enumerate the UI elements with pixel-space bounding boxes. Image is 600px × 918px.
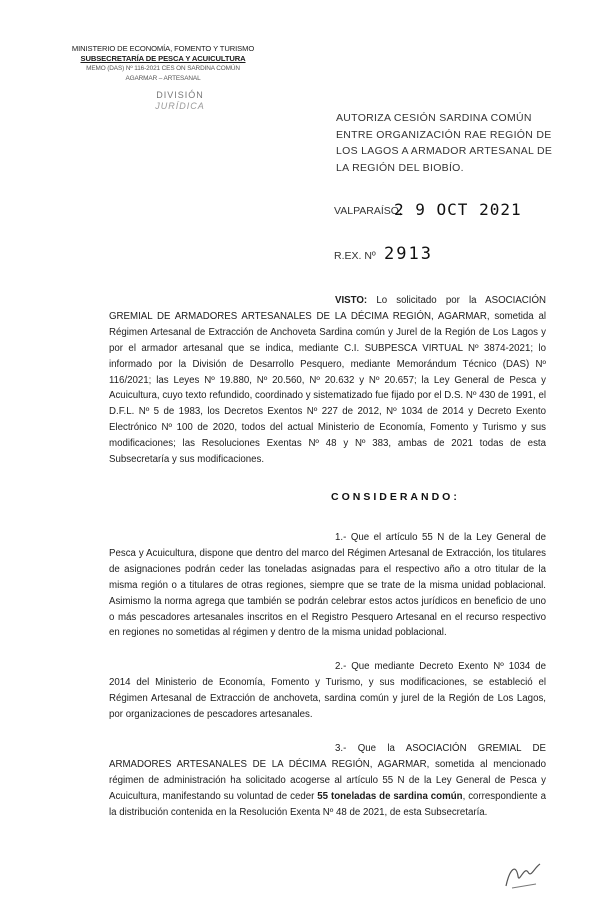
item-text: Que el artículo 55 N de la Ley General de Pesca y Acuicultura, dispone que dentro del marco del Régimen Artesanal de Extracción, los titulares de asignaciones podrán ceder las toneladas asignadas para el respectivo año a otro titular de la misma región o a titulares de otras regiones, siempre que se trate de la misma unidad poblacional. Asimismo la norma agrega que también se podrán celebrar estos actos jurídicos en beneficio de uno o más pescadores artesanales inscritos en el Registro Pesquero Artesanal en el recurso respectivo en regiones no sometidas al régimen y dentro de la misma unidad poblacional. — [109, 532, 546, 639]
letterhead — [58, 44, 268, 84]
stamp-line-2: JURÍDICA — [155, 101, 205, 111]
item-number: 1.- — [335, 532, 347, 543]
considerando-item-2 — [109, 659, 546, 723]
division-stamp — [148, 90, 212, 124]
rex-label: R.EX. Nº — [334, 250, 376, 262]
place-label: VALPARAÍSO, — [334, 205, 402, 217]
considerando-item-1 — [109, 530, 546, 641]
item-number: 3.- — [335, 743, 347, 754]
item-text-before: Que la ASOCIACIÓN GREMIAL DE ARMADORES ARTESANALES DE LA DÉCIMA REGIÓN, AGARMAR, sometida al mencionado régimen de administración ha solicitado acogerse al artículo 55 N de la Ley General de Pesca y Acuicultura, manifestando su voluntad de ceder — [109, 743, 546, 802]
memo-reference: MEMO (DAS) Nº 116-2021 CES ON SARDINA COMÚN — [86, 65, 240, 72]
visto-text: Lo solicitado por la ASOCIACIÓN GREMIAL DE ARMADORES ARTESANALES DE LA DÉCIMA REGIÓN, AGARMAR, sometida al Régimen Artesanal de Extracción de Anchoveta Sardina común y Jurel de la Región de Los Lagos y por el armador artesanal que se indica, mediante C.I. SUBPESCA VIRTUAL Nº 3874-2021; lo informado por la División de Desarrollo Pesquero, mediante Memorándum Técnico (DAS) Nº 116/2021; las Leyes Nº 19.880, Nº 20.560, Nº 20.632 y Nº 20.657; la Ley General de Pesca y Acuicultura, cuyo texto refundido, coordinado y sistematizado fue fijado por el D.S. Nº 430 de 1991, el D.F.L. Nº 5 de 1983, los Decretos Exentos Nº 227 de 2012, Nº 1034 de 2014 y Decreto Exento Electrónico Nº 100 de 2020, todos del actual Ministerio de Economía, Fomento y Turismo y sus modificaciones; las Resoluciones Exentas Nº 48 y Nº 383, ambas de 2021 todas de esta Subsecretaría y sus modificaciones. — [109, 295, 546, 466]
stamp-line-1: DIVISIÓN — [156, 90, 204, 100]
item-text: Que mediante Decreto Exento Nº 1034 de 2014 del Ministerio de Economía, Fomento y Turismo, y sus modificaciones, se estableció el Régimen Artesanal de Extracción de anchoveta, sardina común y jurel de la Región de Los Lagos, por organizaciones de pescadores artesanales. — [109, 661, 546, 720]
subsecretaria-name: SUBSECRETARÍA DE PESCA Y ACUICULTURA — [80, 54, 246, 63]
item-text-bold: 55 toneladas de sardina común — [317, 790, 463, 802]
handwritten-initials — [502, 858, 544, 892]
item-number: 2.- — [335, 661, 347, 672]
considerando-heading: CONSIDERANDO: — [331, 491, 460, 503]
visto-label: VISTO: — [335, 295, 368, 306]
memo-reference-2: AGARMAR – ARTESANAL — [125, 75, 201, 82]
visto-paragraph — [109, 293, 546, 468]
considerando-item-3 — [109, 741, 546, 821]
ministry-name: MINISTERIO DE ECONOMÍA, FOMENTO Y TURISMO — [71, 44, 255, 53]
item-text-after: , correspondiente a la distribución contenida en la Resolución Exenta Nº 48 de 2021, de esta Subsecretaría. — [109, 790, 546, 818]
resolution-subject: AUTORIZA CESIÓN SARDINA COMÚN ENTRE ORGANIZACIÓN RAE REGIÓN DE LOS LAGOS A ARMADOR ARTESANAL DE LA REGIÓN DEL BIOBÍO. — [336, 112, 553, 174]
date-stamp: 2 9 OCT 2021 — [394, 200, 522, 219]
rex-number: 2913 — [384, 244, 433, 264]
